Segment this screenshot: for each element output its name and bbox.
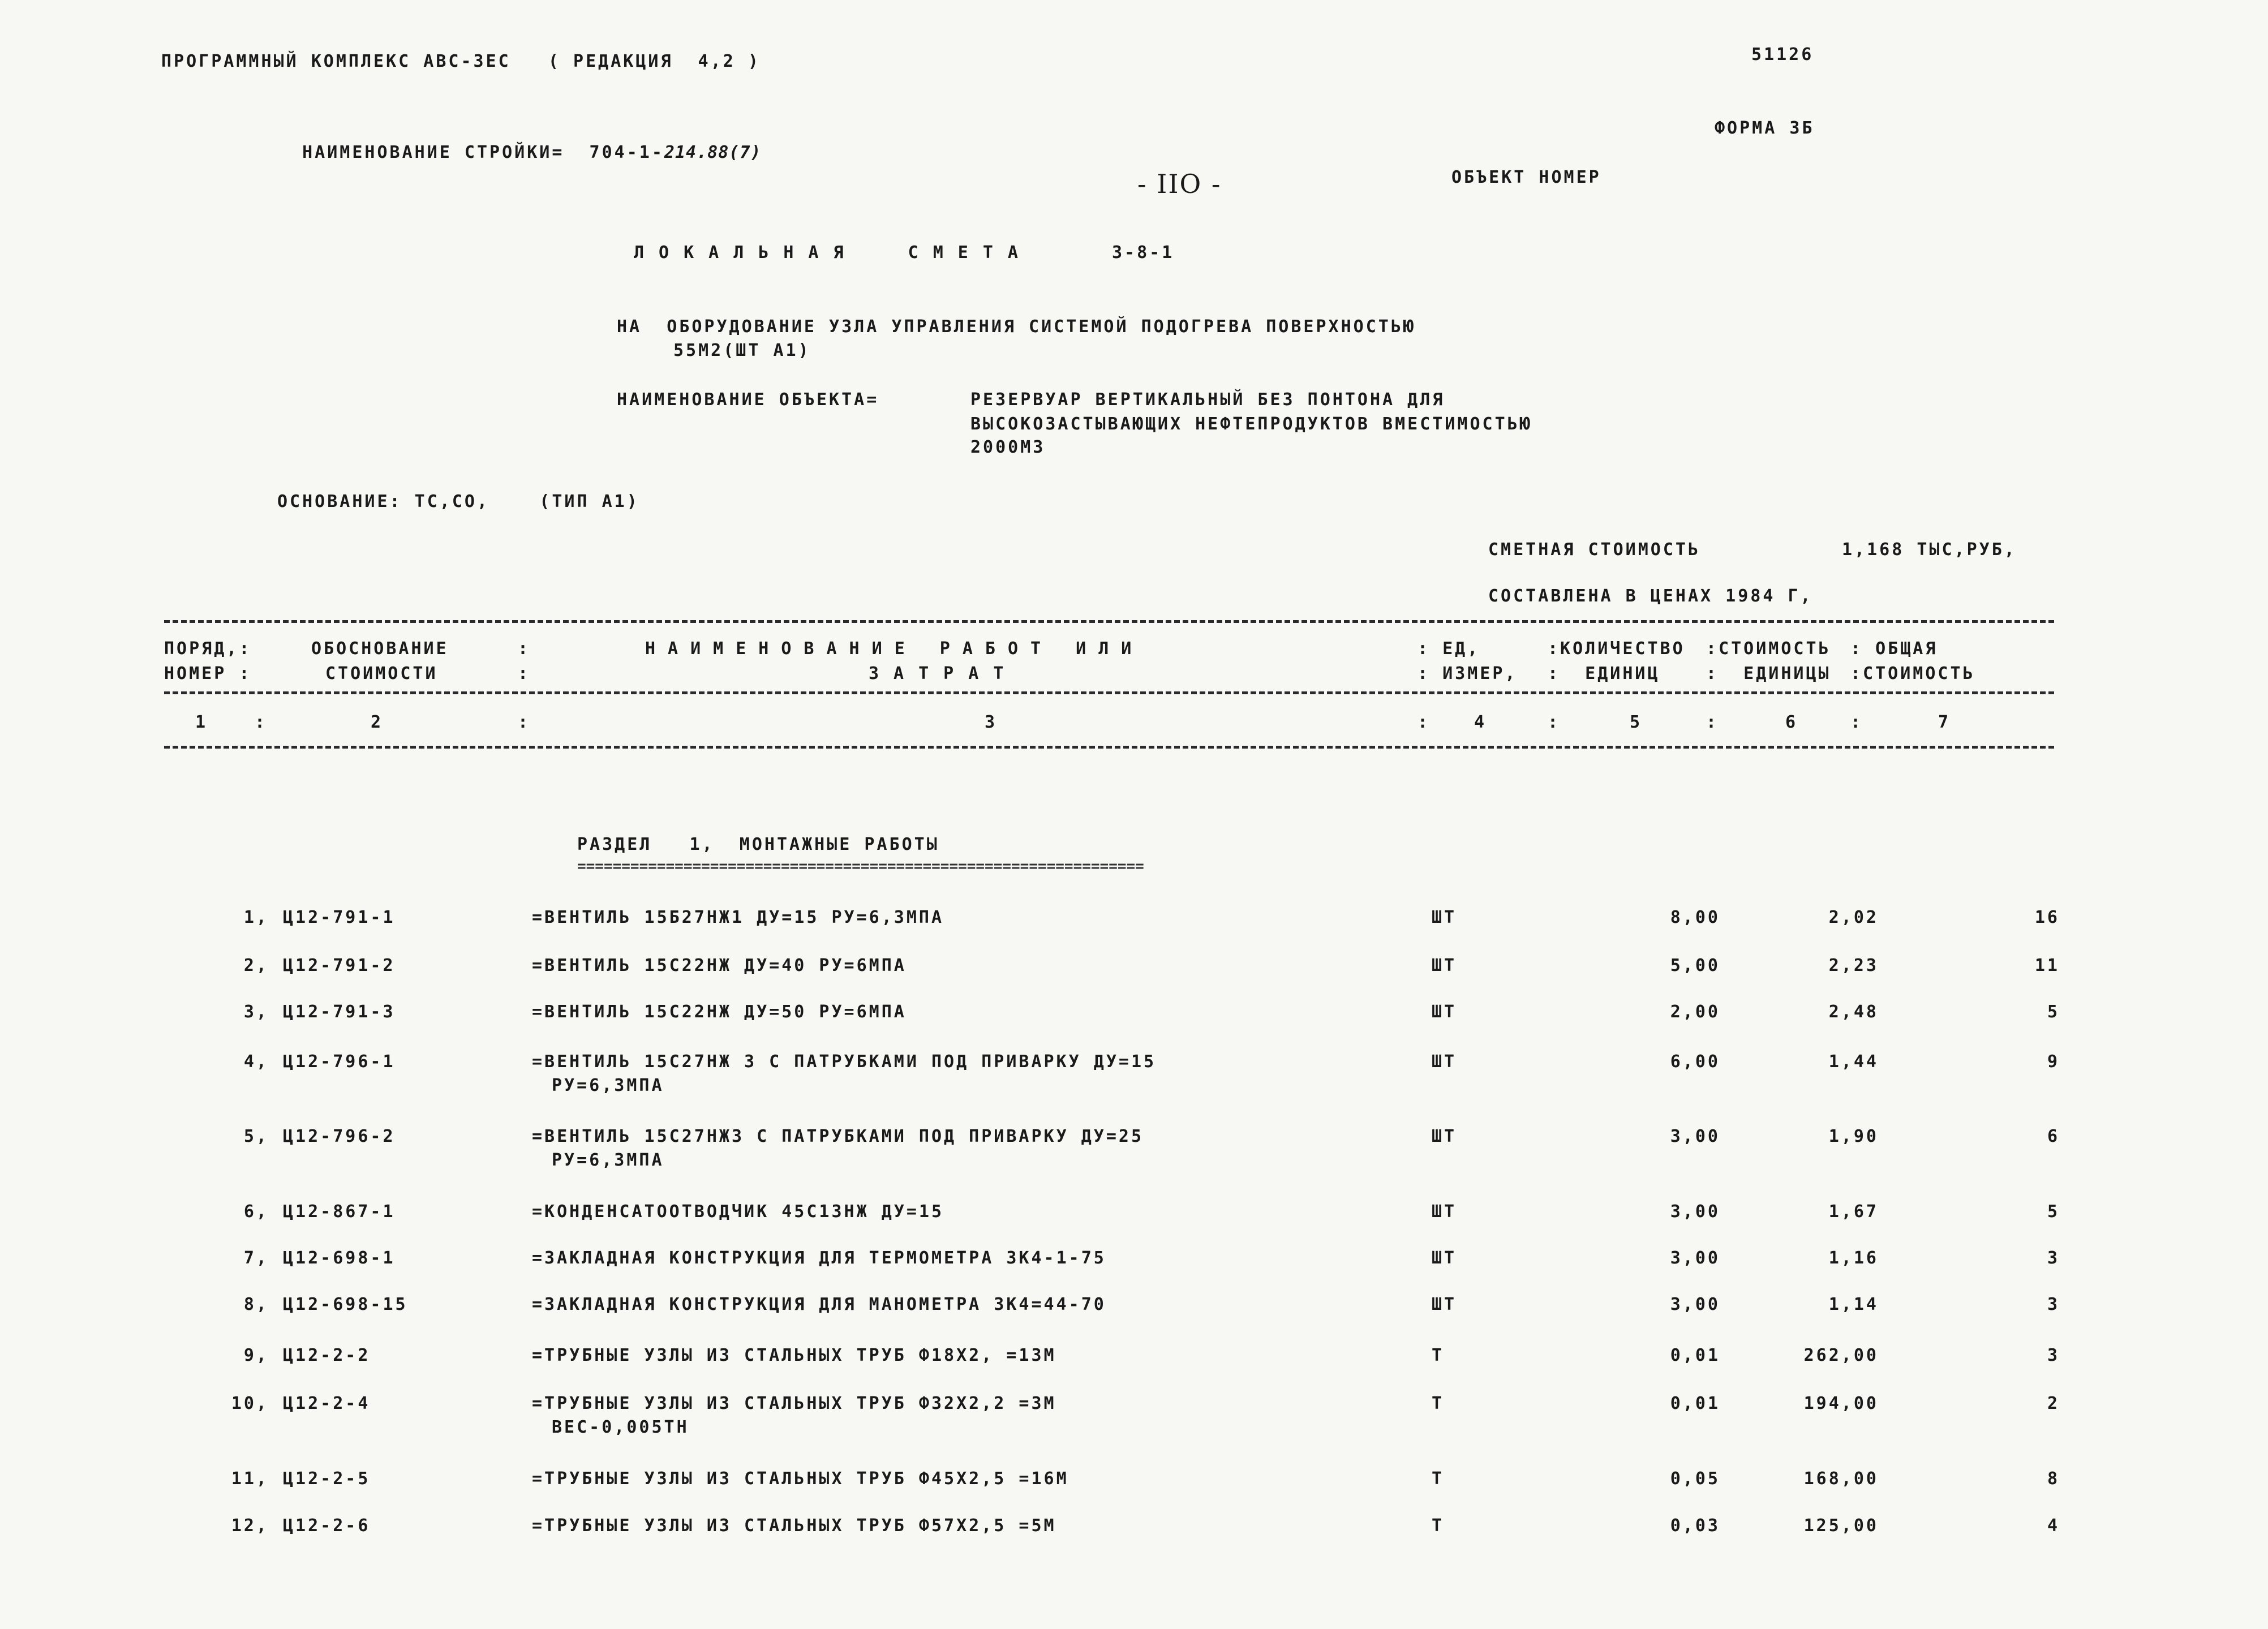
row-number: 10, [231, 1394, 269, 1413]
table-row [0, 1248, 2268, 1293]
row-number: 5, [243, 1127, 269, 1146]
row-basis-code: Ц12-698-1 [283, 1248, 396, 1268]
col-total-header-1: : ОБЩАЯ [1850, 639, 1938, 659]
estimate-subject-line2: 55М2(ШТ А1) [673, 341, 811, 360]
row-work-name: =ЗАКЛАДНАЯ КОНСТРУКЦИЯ ДЛЯ МАНОМЕТРА ЗК4=44-70 [532, 1295, 1106, 1314]
row-total-cost: 2 [2047, 1394, 2060, 1413]
col-name-header-1: НАИМЕНОВАНИЕ РАБОТ ИЛИ [645, 639, 1144, 659]
row-work-name: =ВЕНТИЛЬ 15С22НЖ ДУ=50 РУ=6МПА [532, 1002, 907, 1022]
row-total-cost: 4 [2047, 1516, 2060, 1536]
row-work-name: =ТРУБНЫЕ УЗЛЫ ИЗ СТАЛЬНЫХ ТРУБ Ф57Х2,5 =5М [532, 1516, 1056, 1536]
row-basis-code: Ц12-2-5 [283, 1469, 371, 1489]
object-code-handwritten: 214.88(7) [664, 143, 762, 162]
table-row [0, 1201, 2268, 1247]
row-quantity: 0,01 [1670, 1394, 1720, 1413]
row-unit: Т [1432, 1394, 1445, 1413]
row-unit: Т [1432, 1469, 1445, 1489]
object-name-line1: РЕЗЕРВУАР ВЕРТИКАЛЬНЫЙ БЕЗ ПОНТОНА ДЛЯ [970, 390, 1445, 410]
col-unit-header-1: : ЕД, [1418, 639, 1480, 659]
section-underline: ================================================================ [577, 858, 1144, 875]
document-number: 51126 [1751, 45, 1814, 65]
row-work-name: =ЗАКЛАДНАЯ КОНСТРУКЦИЯ ДЛЯ ТЕРМОМЕТРА ЗК4-1-75 [532, 1248, 1106, 1268]
row-number: 2, [243, 956, 269, 975]
row-quantity: 0,01 [1670, 1346, 1720, 1365]
row-quantity: 2,00 [1670, 1002, 1720, 1022]
table-row [0, 1345, 2268, 1390]
form-label: ФОРМА 3Б [1715, 118, 1815, 138]
col-qty-header-1: :КОЛИЧЕСТВО [1548, 639, 1685, 659]
col-number-sep-b: : [518, 712, 531, 732]
col-number-7: 7 [1938, 712, 1951, 732]
table-row [0, 907, 2268, 952]
row-unit: ШТ [1432, 956, 1457, 975]
row-number: 11, [231, 1469, 269, 1489]
col-total-header-2: :СТОИМОСТЬ [1850, 664, 1975, 684]
row-unit: ШТ [1432, 1002, 1457, 1022]
row-unit: Т [1432, 1346, 1445, 1365]
table-row [0, 1126, 2268, 1171]
row-number: 7, [243, 1248, 269, 1268]
row-quantity: 3,00 [1670, 1295, 1720, 1314]
program-line: ПРОГРАММНЫЙ КОМПЛЕКС АВС-3ЕС ( РЕДАКЦИЯ 4,2 ) [161, 51, 761, 71]
table-row [0, 1294, 2268, 1339]
section-title: РАЗДЕЛ 1, МОНТАЖНЫЕ РАБОТЫ [577, 835, 939, 854]
row-unit-price: 1,90 [1828, 1127, 1879, 1146]
row-basis-code: Ц12-698-15 [283, 1295, 408, 1314]
row-basis-code: Ц12-2-6 [283, 1516, 371, 1536]
row-quantity: 5,00 [1670, 956, 1720, 975]
table-row [0, 955, 2268, 1000]
row-unit: ШТ [1432, 908, 1457, 927]
col-name-header-2: ЗАТРАТ [869, 664, 1019, 684]
row-unit-price: 194,00 [1803, 1394, 1879, 1413]
row-basis-code: Ц12-796-2 [283, 1127, 396, 1146]
col-order-header-1: ПОРЯД,: [164, 639, 252, 659]
row-unit: ШТ [1432, 1248, 1457, 1268]
row-unit-price: 1,16 [1828, 1248, 1879, 1268]
col-number-sep-f: : [1850, 712, 1863, 732]
row-quantity: 3,00 [1670, 1127, 1720, 1146]
col-sep-1: : [518, 639, 531, 659]
row-work-name-cont: РУ=6,3МПА [552, 1076, 664, 1095]
estimated-cost-value: 1,168 ТЫС,РУБ, [1842, 540, 2017, 560]
row-work-name: =ВЕНТИЛЬ 15С27НЖ3 С ПАТРУБКАМИ ПОД ПРИВАРКУ ДУ=25 [532, 1127, 1144, 1146]
page-number: - IIO - [1137, 169, 1222, 199]
row-unit: ШТ [1432, 1127, 1457, 1146]
row-work-name: =ТРУБНЫЕ УЗЛЫ ИЗ СТАЛЬНЫХ ТРУБ Ф45Х2,5 =16М [532, 1469, 1069, 1489]
col-sep-1b: : [518, 664, 531, 684]
row-number: 8, [243, 1295, 269, 1314]
row-unit-price: 1,44 [1828, 1052, 1879, 1072]
row-basis-code: Ц12-791-3 [283, 1002, 396, 1022]
col-basis-header-1: ОБОСНОВАНИЕ [311, 639, 449, 659]
row-unit: Т [1432, 1516, 1445, 1536]
row-total-cost: 5 [2047, 1002, 2060, 1022]
row-total-cost: 6 [2047, 1127, 2060, 1146]
row-total-cost: 5 [2047, 1202, 2060, 1222]
row-total-cost: 8 [2047, 1469, 2060, 1489]
row-total-cost: 9 [2047, 1052, 2060, 1072]
col-number-3: 3 [985, 712, 998, 732]
estimated-cost-label: СМЕТНАЯ СТОИМОСТЬ [1488, 540, 1701, 560]
estimate-title: ЛОКАЛЬНАЯ СМЕТА [634, 243, 1033, 263]
object-number-label: ОБЪЕКТ НОМЕР [1451, 167, 1601, 187]
col-price-header-1: :СТОИМОСТЬ [1706, 639, 1831, 659]
row-quantity: 3,00 [1670, 1202, 1720, 1222]
table-row [0, 1002, 2268, 1047]
table-row [0, 1051, 2268, 1097]
object-code-printed: НАИМЕНОВАНИЕ СТРОЙКИ= 704-1- [302, 143, 664, 162]
row-unit-price: 168,00 [1803, 1469, 1879, 1489]
row-unit: ШТ [1432, 1295, 1457, 1314]
row-unit-price: 262,00 [1803, 1346, 1879, 1365]
row-total-cost: 16 [2034, 908, 2060, 927]
row-basis-code: Ц12-796-1 [283, 1052, 396, 1072]
col-number-sep-e: : [1706, 712, 1719, 732]
row-unit-price: 2,23 [1828, 956, 1879, 975]
row-basis-code: Ц12-2-2 [283, 1346, 371, 1365]
row-work-name: =ТРУБНЫЕ УЗЛЫ ИЗ СТАЛЬНЫХ ТРУБ Ф32Х2,2 =3М [532, 1394, 1056, 1413]
object-name-line2: ВЫСОКОЗАСТЫВАЮЩИХ НЕФТЕПРОДУКТОВ ВМЕСТИМОСТЬЮ [970, 414, 1532, 434]
col-number-2: 2 [371, 712, 384, 732]
row-unit-price: 1,14 [1828, 1295, 1879, 1314]
col-order-header-2: НОМЕР : [164, 664, 252, 684]
col-number-sep-a: : [255, 712, 268, 732]
col-number-5: 5 [1630, 712, 1643, 732]
table-row [0, 1393, 2268, 1438]
col-number-sep-c: : [1418, 712, 1431, 732]
col-unit-header-2: : ИЗМЕР, [1418, 664, 1518, 684]
row-quantity: 0,03 [1670, 1516, 1720, 1536]
row-work-name-cont: РУ=6,3МПА [552, 1150, 664, 1170]
row-number: 12, [231, 1516, 269, 1536]
row-number: 3, [243, 1002, 269, 1022]
row-total-cost: 3 [2047, 1295, 2060, 1314]
row-unit-price: 2,48 [1828, 1002, 1879, 1022]
row-work-name: =ВЕНТИЛЬ 15С22НЖ ДУ=40 РУ=6МПА [532, 956, 907, 975]
row-quantity: 0,05 [1670, 1469, 1720, 1489]
row-basis-code: Ц12-791-2 [283, 956, 396, 975]
col-qty-header-2: : ЕДИНИЦ [1548, 664, 1660, 684]
row-unit: ШТ [1432, 1202, 1457, 1222]
col-number-1: 1 [195, 712, 208, 732]
object-name-label: НАИМЕНОВАНИЕ ОБЪЕКТА= [617, 390, 879, 410]
row-number: 6, [243, 1202, 269, 1222]
row-total-cost: 11 [2034, 956, 2060, 975]
row-number: 4, [243, 1052, 269, 1072]
row-number: 1, [243, 908, 269, 927]
row-work-name: =КОНДЕНСАТООТВОДЧИК 45С13НЖ ДУ=15 [532, 1202, 944, 1222]
col-price-header-2: : ЕДИНИЦЫ [1706, 664, 1831, 684]
table-row [0, 1468, 2268, 1514]
row-quantity: 8,00 [1670, 908, 1720, 927]
object-name-line3: 2000М3 [970, 437, 1046, 457]
row-basis-code: Ц12-2-4 [283, 1394, 371, 1413]
row-unit-price: 2,02 [1828, 908, 1879, 927]
row-work-name: =ВЕНТИЛЬ 15Б27НЖ1 ДУ=15 РУ=6,3МПА [532, 908, 944, 927]
estimate-number: 3-8-1 [1112, 243, 1175, 263]
table-row [0, 1515, 2268, 1561]
row-work-name: =ТРУБНЫЕ УЗЛЫ ИЗ СТАЛЬНЫХ ТРУБ Ф18Х2, =13М [532, 1346, 1056, 1365]
row-work-name-cont: ВЕС-0,005ТН [552, 1417, 689, 1437]
basis-line: ОСНОВАНИЕ: ТС,СО, (ТИП А1) [277, 492, 639, 512]
col-number-sep-d: : [1548, 712, 1561, 732]
row-unit-price: 1,67 [1828, 1202, 1879, 1222]
col-number-6: 6 [1785, 712, 1798, 732]
row-number: 9, [243, 1346, 269, 1365]
row-quantity: 3,00 [1670, 1248, 1720, 1268]
estimate-subject-line1: НА ОБОРУДОВАНИЕ УЗЛА УПРАВЛЕНИЯ СИСТЕМОЙ ПОДОГРЕВА ПОВЕРХНОСТЬЮ [617, 317, 1416, 337]
row-unit: ШТ [1432, 1052, 1457, 1072]
row-total-cost: 3 [2047, 1248, 2060, 1268]
row-basis-code: Ц12-867-1 [283, 1202, 396, 1222]
price-base-line: СОСТАВЛЕНА В ЦЕНАХ 1984 Г, [1488, 586, 1813, 606]
col-basis-header-2: СТОИМОСТИ [325, 664, 438, 684]
row-unit-price: 125,00 [1803, 1516, 1879, 1536]
row-total-cost: 3 [2047, 1346, 2060, 1365]
row-work-name: =ВЕНТИЛЬ 15С27НЖ 3 С ПАТРУБКАМИ ПОД ПРИВАРКУ ДУ=15 [532, 1052, 1157, 1072]
row-basis-code: Ц12-791-1 [283, 908, 396, 927]
row-quantity: 6,00 [1670, 1052, 1720, 1072]
col-number-4: 4 [1474, 712, 1487, 732]
